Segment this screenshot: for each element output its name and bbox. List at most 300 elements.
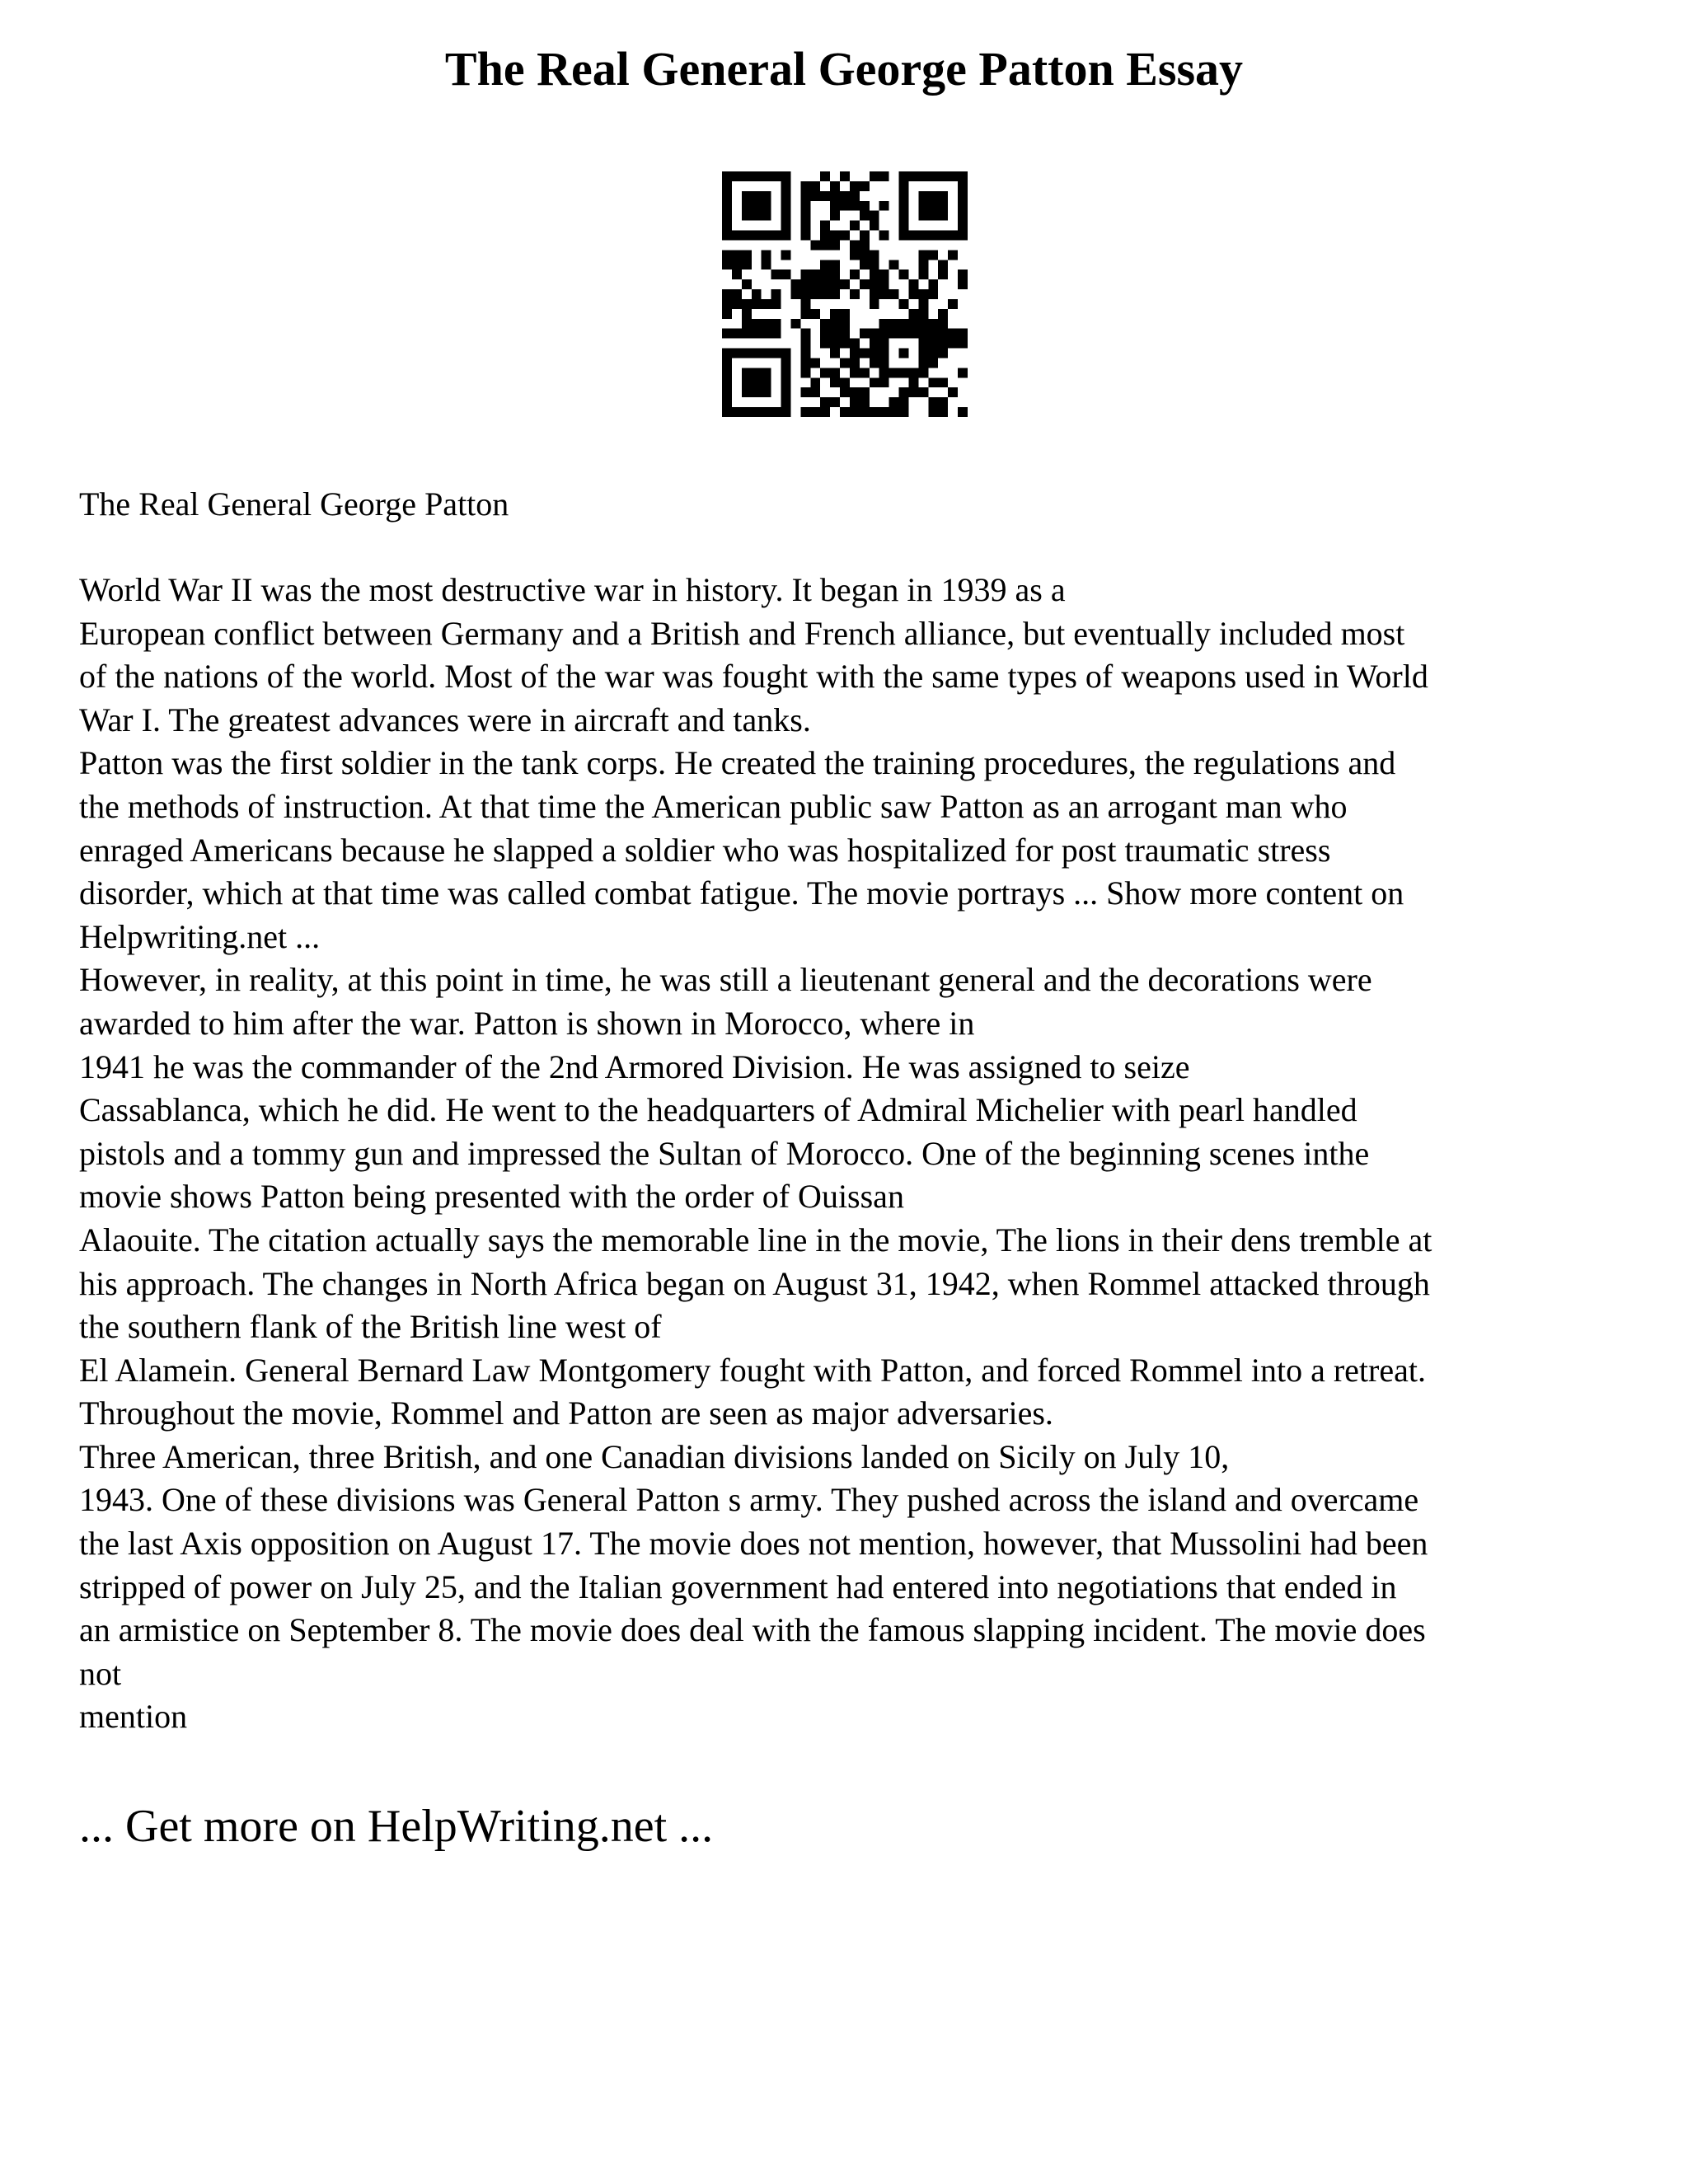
qr-module xyxy=(908,319,918,329)
qr-module xyxy=(899,397,909,407)
qr-module xyxy=(722,387,732,397)
qr-module xyxy=(820,407,830,417)
qr-module xyxy=(830,231,840,241)
qr-module xyxy=(840,171,850,181)
qr-module xyxy=(918,368,928,377)
body-line: mention xyxy=(79,1698,188,1736)
qr-module xyxy=(850,349,860,359)
qr-module xyxy=(722,221,732,231)
body-line: his approach. The changes in North Africa began on August 31, 1942, when Rommel attacked through xyxy=(79,1264,1430,1302)
qr-module xyxy=(928,319,938,329)
qr-module xyxy=(840,339,850,349)
qr-module xyxy=(850,181,860,191)
qr-module xyxy=(800,269,810,279)
qr-module xyxy=(918,299,928,309)
qr-module xyxy=(781,387,791,397)
qr-module xyxy=(762,260,771,269)
qr-module xyxy=(810,191,820,201)
qr-module xyxy=(918,319,928,329)
qr-module xyxy=(752,377,762,387)
qr-module xyxy=(918,358,928,368)
qr-module xyxy=(742,260,752,269)
body-line: 1941 he was the commander of the 2nd Armored Division. He was assigned to seize xyxy=(79,1047,1190,1085)
qr-module xyxy=(908,368,918,377)
qr-module xyxy=(830,319,840,329)
qr-module xyxy=(830,289,840,299)
qr-module xyxy=(908,329,918,339)
qr-module xyxy=(958,329,968,339)
qr-module xyxy=(850,387,860,397)
qr-module xyxy=(810,181,820,191)
body-line: Three American, three British, and one Canadian divisions landed on Sicily on July 10, xyxy=(79,1437,1230,1475)
qr-module xyxy=(879,171,889,181)
qr-module xyxy=(918,191,928,201)
qr-module xyxy=(918,329,928,339)
qr-module xyxy=(830,260,840,269)
qr-module xyxy=(790,289,800,299)
qr-module xyxy=(830,181,840,191)
body-line: of the nations of the world. Most of the war was fought with the same types of weapons used in World xyxy=(79,658,1428,696)
body-line: El Alamein. General Bernard Law Montgomery fought with Patton, and forced Rommel into a retreat. xyxy=(79,1351,1426,1389)
qr-module xyxy=(938,319,948,329)
qr-module xyxy=(722,181,732,191)
qr-module xyxy=(800,191,810,201)
qr-module xyxy=(958,368,968,377)
qr-module xyxy=(850,221,860,231)
qr-module xyxy=(840,309,850,319)
qr-module xyxy=(879,377,889,387)
qr-module xyxy=(938,269,948,279)
qr-module xyxy=(830,269,840,279)
qr-module xyxy=(752,299,762,309)
qr-module xyxy=(820,279,830,289)
qr-module xyxy=(722,260,732,269)
qr-module xyxy=(860,407,870,417)
body-line: the last Axis opposition on August 17. The movie does not mention, however, that Mussolini had been xyxy=(79,1525,1428,1563)
qr-module xyxy=(958,231,968,241)
qr-module xyxy=(879,358,889,368)
qr-module xyxy=(918,289,928,299)
qr-module xyxy=(870,377,879,387)
qr-module xyxy=(742,349,752,359)
qr-module xyxy=(850,191,860,201)
qr-module xyxy=(781,368,791,377)
qr-module xyxy=(879,289,889,299)
qr-module xyxy=(742,201,752,211)
qr-module xyxy=(870,211,879,221)
qr-module xyxy=(918,231,928,241)
qr-module xyxy=(790,279,800,289)
qr-module xyxy=(771,407,781,417)
qr-module xyxy=(810,407,820,417)
qr-module xyxy=(752,201,762,211)
qr-module xyxy=(938,397,948,407)
qr-module xyxy=(762,368,771,377)
qr-module xyxy=(870,260,879,269)
qr-module xyxy=(870,329,879,339)
qr-module xyxy=(771,231,781,241)
qr-module xyxy=(742,407,752,417)
qr-module xyxy=(870,358,879,368)
qr-module xyxy=(722,211,732,221)
qr-module xyxy=(722,309,732,319)
body-line: enraged Americans because he slapped a soldier who was hospitalized for post traumatic stress xyxy=(79,831,1331,869)
qr-module xyxy=(928,250,938,260)
qr-module xyxy=(879,407,889,417)
qr-module xyxy=(732,289,742,299)
qr-module xyxy=(840,319,850,329)
qr-module xyxy=(781,349,791,359)
qr-module xyxy=(879,231,889,241)
qr-module xyxy=(860,329,870,339)
qr-module xyxy=(958,269,968,279)
body-line: an armistice on September 8. The movie does deal with the famous slapping incident. The movie does xyxy=(79,1611,1426,1649)
qr-module xyxy=(752,368,762,377)
qr-module xyxy=(899,171,909,181)
qr-module xyxy=(800,201,810,211)
qr-module xyxy=(820,329,830,339)
qr-module xyxy=(820,319,830,329)
qr-module xyxy=(830,240,840,250)
qr-module xyxy=(850,358,860,368)
qr-module xyxy=(722,349,732,359)
qr-module xyxy=(742,319,752,329)
qr-module xyxy=(830,339,840,349)
qr-module xyxy=(840,387,850,397)
body-line: Throughout the movie, Rommel and Patton are seen as major adversaries. xyxy=(79,1394,1053,1432)
qr-module xyxy=(899,269,909,279)
body-line: disorder, which at that time was called combat fatigue. The movie portrays ... Show more content on xyxy=(79,874,1404,912)
qr-module xyxy=(928,211,938,221)
qr-module xyxy=(958,339,968,349)
qr-module xyxy=(860,260,870,269)
qr-module xyxy=(800,358,810,368)
qr-module xyxy=(830,211,840,221)
qr-module xyxy=(820,171,830,181)
body-line: the southern flank of the British line west of xyxy=(79,1308,662,1346)
qr-module xyxy=(762,407,771,417)
qr-module xyxy=(870,299,879,309)
qr-module xyxy=(948,299,958,309)
qr-module xyxy=(771,299,781,309)
qr-module xyxy=(928,289,938,299)
qr-module xyxy=(810,387,820,397)
qr-module xyxy=(899,201,909,211)
qr-module xyxy=(752,349,762,359)
qr-module xyxy=(908,309,918,319)
qr-module xyxy=(830,309,840,319)
qr-module xyxy=(742,299,752,309)
qr-module xyxy=(732,329,742,339)
qr-module xyxy=(958,407,968,417)
qr-module xyxy=(908,289,918,299)
qr-module xyxy=(781,377,791,387)
qr-module xyxy=(860,387,870,397)
body-line: European conflict between Germany and a British and French alliance, but eventually included most xyxy=(79,614,1405,652)
qr-module xyxy=(820,240,830,250)
qr-module xyxy=(938,201,948,211)
qr-module xyxy=(908,171,918,181)
qr-module xyxy=(810,269,820,279)
qr-module xyxy=(771,349,781,359)
qr-module xyxy=(732,171,742,181)
qr-module xyxy=(918,387,928,397)
qr-module xyxy=(958,191,968,201)
qr-module xyxy=(879,339,889,349)
qr-module xyxy=(742,191,752,201)
qr-module xyxy=(850,407,860,417)
qr-module xyxy=(771,319,781,329)
qr-module xyxy=(742,279,752,289)
qr-module xyxy=(938,407,948,417)
qr-module xyxy=(879,349,889,359)
qr-module xyxy=(800,339,810,349)
qr-module xyxy=(870,349,879,359)
qr-module xyxy=(860,240,870,250)
qr-module xyxy=(722,329,732,339)
qr-module xyxy=(889,397,899,407)
qr-module xyxy=(820,289,830,299)
qr-module xyxy=(958,221,968,231)
qr-module xyxy=(722,299,732,309)
qr-module xyxy=(771,289,781,299)
body-line: stripped of power on July 25, and the Italian government had entered into negotiations that ended in xyxy=(79,1568,1397,1605)
qr-module xyxy=(840,231,850,241)
qr-module xyxy=(810,309,820,319)
qr-module xyxy=(870,269,879,279)
qr-module xyxy=(870,171,879,181)
qr-module xyxy=(899,181,909,191)
qr-module xyxy=(889,329,899,339)
qr-module xyxy=(958,171,968,181)
body-line: movie shows Patton being presented with the order of Ouissan xyxy=(79,1178,904,1216)
essay-subtitle: The Real General George Patton xyxy=(79,485,509,523)
qr-module xyxy=(928,231,938,241)
qr-module xyxy=(762,299,771,309)
qr-module xyxy=(722,407,732,417)
qr-module xyxy=(870,221,879,231)
qr-module xyxy=(840,201,850,211)
qr-module xyxy=(850,269,860,279)
qr-module xyxy=(830,377,840,387)
qr-module xyxy=(899,329,909,339)
qr-module xyxy=(860,397,870,407)
get-more-link[interactable]: ... Get more on HelpWriting.net ... xyxy=(79,1801,714,1852)
qr-module xyxy=(860,201,870,211)
qr-module xyxy=(722,368,732,377)
qr-module xyxy=(800,368,810,377)
qr-module xyxy=(928,191,938,201)
qr-module xyxy=(752,407,762,417)
qr-module xyxy=(762,191,771,201)
qr-module xyxy=(800,221,810,231)
qr-module xyxy=(899,221,909,231)
qr-module xyxy=(889,260,899,269)
qr-module xyxy=(918,309,928,319)
qr-module xyxy=(928,377,938,387)
qr-module xyxy=(889,289,899,299)
qr-module xyxy=(958,201,968,211)
qr-module xyxy=(781,358,791,368)
qr-module xyxy=(762,349,771,359)
body-line: However, in reality, at this point in time, he was still a lieutenant general and the decorations were xyxy=(79,961,1372,999)
qr-module xyxy=(800,349,810,359)
qr-module xyxy=(879,279,889,289)
qr-module xyxy=(732,269,742,279)
qr-module xyxy=(899,407,909,417)
qr-module xyxy=(781,211,791,221)
qr-module xyxy=(800,211,810,221)
qr-module xyxy=(879,368,889,377)
qr-module xyxy=(722,191,732,201)
qr-module xyxy=(762,377,771,387)
qr-module xyxy=(870,279,879,289)
qr-module xyxy=(948,171,958,181)
qr-module xyxy=(820,397,830,407)
qr-module xyxy=(762,250,771,260)
qr-module xyxy=(918,339,928,349)
qr-module xyxy=(781,201,791,211)
qr-module xyxy=(790,319,800,329)
body-line: War I. The greatest advances were in aircraft and tanks. xyxy=(79,701,811,738)
qr-module xyxy=(830,349,840,359)
document-title: The Real General George Patton Essay xyxy=(444,42,1244,96)
qr-module xyxy=(840,329,850,339)
qr-module xyxy=(908,387,918,397)
qr-module xyxy=(722,289,732,299)
qr-module xyxy=(958,279,968,289)
qr-module xyxy=(948,387,958,397)
qr-module xyxy=(820,260,830,269)
qr-module xyxy=(762,387,771,397)
qr-module xyxy=(870,339,879,349)
qr-module xyxy=(820,339,830,349)
qr-module xyxy=(879,201,889,211)
qr-module xyxy=(879,329,889,339)
qr-module xyxy=(800,231,810,241)
qr-module xyxy=(800,181,810,191)
qr-module xyxy=(938,349,948,359)
qr-module xyxy=(800,309,810,319)
qr-module xyxy=(899,349,909,359)
qr-module xyxy=(850,201,860,211)
body-line: not xyxy=(79,1654,122,1692)
qr-module xyxy=(752,289,762,299)
qr-module xyxy=(762,171,771,181)
qr-module xyxy=(850,289,860,299)
qr-module xyxy=(860,279,870,289)
qr-module xyxy=(850,368,860,377)
qr-module xyxy=(908,377,918,387)
qr-module xyxy=(948,231,958,241)
qr-module xyxy=(742,309,752,319)
qr-module xyxy=(742,368,752,377)
qr-module xyxy=(762,319,771,329)
qr-module xyxy=(830,329,840,339)
qr-module xyxy=(810,289,820,299)
qr-module xyxy=(938,260,948,269)
body-line: the methods of instruction. At that time the American public saw Patton as an arrogant man who xyxy=(79,787,1348,825)
qr-module xyxy=(830,201,840,211)
qr-module xyxy=(918,211,928,221)
qr-module xyxy=(889,368,899,377)
qr-module xyxy=(722,377,732,387)
qr-module xyxy=(732,260,742,269)
qr-module xyxy=(742,250,752,260)
qr-module xyxy=(810,279,820,289)
qr-module xyxy=(742,387,752,397)
qr-module xyxy=(830,279,840,289)
qr-module xyxy=(810,377,820,387)
qr-module xyxy=(781,397,791,407)
body-line: pistols and a tommy gun and impressed the Sultan of Morocco. One of the beginning scenes inthe xyxy=(79,1134,1370,1172)
qr-module xyxy=(781,250,791,260)
qr-module xyxy=(771,171,781,181)
qr-module xyxy=(918,201,928,211)
qr-module xyxy=(752,329,762,339)
qr-module xyxy=(860,231,870,241)
qr-module xyxy=(732,349,742,359)
qr-module xyxy=(722,358,732,368)
qr-module xyxy=(771,269,781,279)
qr-module xyxy=(820,231,830,241)
qr-module xyxy=(840,407,850,417)
qr-module xyxy=(889,319,899,329)
qr-module xyxy=(918,171,928,181)
body-line: awarded to him after the war. Patton is shown in Morocco, where in xyxy=(79,1004,975,1042)
qr-module xyxy=(722,231,732,241)
qr-module xyxy=(918,349,928,359)
qr-module xyxy=(742,231,752,241)
qr-module xyxy=(810,240,820,250)
qr-module xyxy=(820,191,830,201)
qr-module xyxy=(928,349,938,359)
qr-module xyxy=(938,211,948,221)
qr-module xyxy=(938,171,948,181)
qr-module xyxy=(948,329,958,339)
qr-module xyxy=(918,250,928,260)
qr-module xyxy=(800,407,810,417)
qr-module xyxy=(860,349,870,359)
qr-module xyxy=(781,171,791,181)
qr-module xyxy=(938,329,948,339)
qr-module xyxy=(830,397,840,407)
qr-module xyxy=(722,201,732,211)
qr-module xyxy=(840,279,850,289)
qr-module xyxy=(732,299,742,309)
qr-module xyxy=(958,211,968,221)
qr-module xyxy=(722,171,732,181)
qr-module xyxy=(850,339,860,349)
qr-module xyxy=(850,240,860,250)
qr-module xyxy=(800,299,810,309)
qr-module xyxy=(742,377,752,387)
qr-module xyxy=(762,231,771,241)
qr-module xyxy=(938,339,948,349)
qr-module xyxy=(870,407,879,417)
qr-module xyxy=(908,231,918,241)
qr-module xyxy=(928,201,938,211)
qr-module xyxy=(781,231,791,241)
qr-module xyxy=(850,250,860,260)
qr-module xyxy=(879,319,889,329)
qr-module xyxy=(948,250,958,260)
qr-module xyxy=(820,269,830,279)
qr-module xyxy=(850,397,860,407)
qr-module xyxy=(860,211,870,221)
body-line: World War II was the most destructive war in history. It began in 1939 as a xyxy=(79,571,1066,608)
qr-module xyxy=(928,358,938,368)
